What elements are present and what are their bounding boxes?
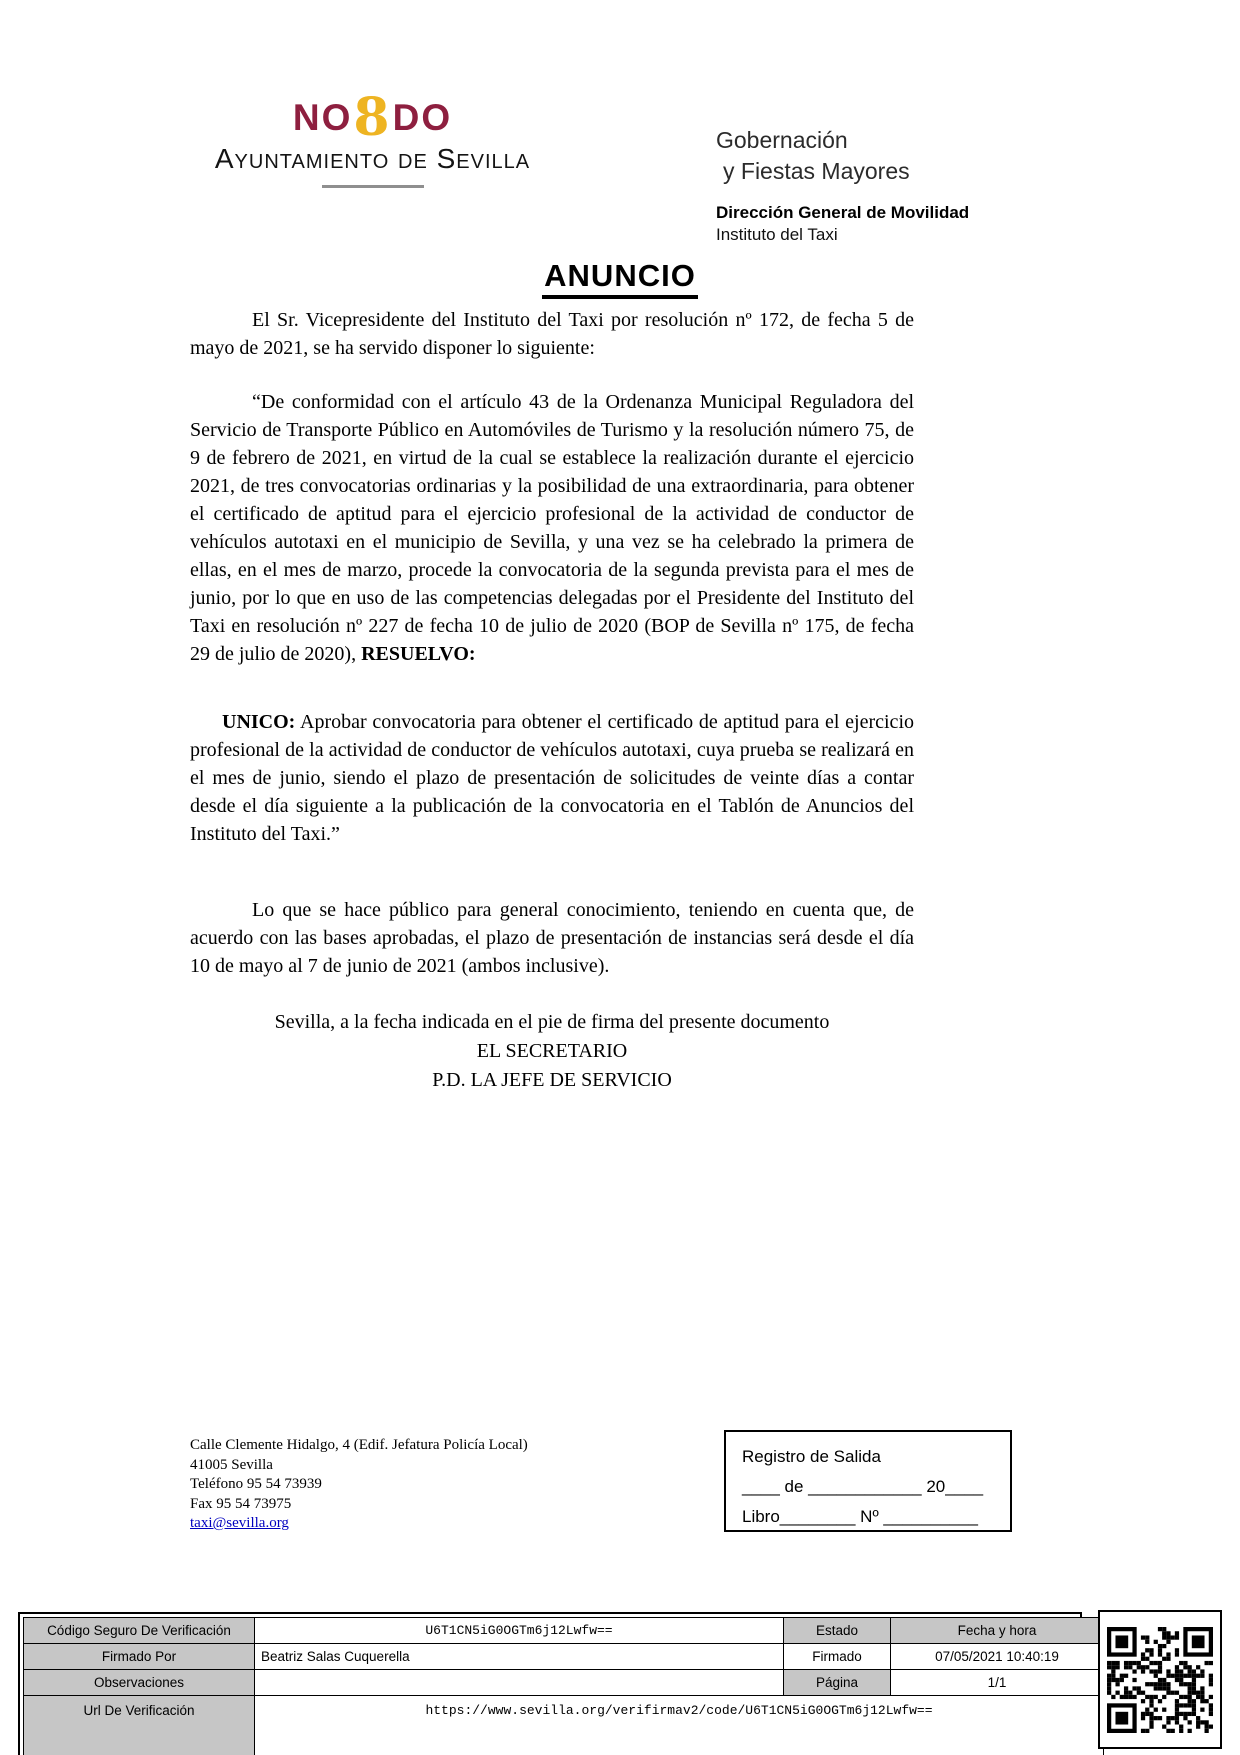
contact-address-line2: 41005 Sevilla (190, 1456, 273, 1473)
qr-code-svg (1107, 1627, 1213, 1733)
firmado-por-label: Firmado Por (24, 1644, 255, 1670)
observaciones-label: Observaciones (24, 1670, 255, 1696)
paragraph-public-notice: Lo que se hace público para general conocimiento, teniendo en cuenta que, de acuerdo con las bases aprobadas, el plazo de presentación de instancias será desde el día 10 de mayo al 7 de junio de 2021 (ambos inclusive). (190, 899, 914, 977)
contact-address-line1: Calle Clemente Hidalgo, 4 (Edif. Jefatura Policía Local) (190, 1437, 528, 1453)
paragraph-intro: El Sr. Vicepresidente del Instituto del Taxi por resolución nº 172, de fecha 5 de mayo de 2021, se ha servido disponer lo siguiente: (190, 309, 914, 359)
institute-name: Instituto del Taxi (716, 225, 838, 244)
contact-email-link[interactable]: taxi@sevilla.org (190, 1515, 289, 1531)
city-logo (205, 87, 540, 188)
paragraph-resolution (190, 388, 914, 668)
department-block (716, 125, 969, 246)
organization-name: Ayuntamiento de Sevilla (214, 143, 531, 174)
registro-title: Registro de Salida (742, 1447, 881, 1466)
contact-phone: Teléfono 95 54 73939 (190, 1476, 322, 1492)
paragraph-unico (190, 708, 914, 848)
page-title: ANUNCIO (542, 258, 698, 299)
estado-label: Estado (784, 1618, 891, 1644)
url-verificacion-value: https://www.sevilla.org/verifirmav2/code/U6T1CN5iG0OGTm6j12Lwfw== (255, 1696, 1104, 1755)
pagina-value: 1/1 (891, 1670, 1104, 1696)
observaciones-value (255, 1670, 784, 1696)
closing-block (190, 1008, 914, 1095)
fecha-hora-label: Fecha y hora (891, 1618, 1104, 1644)
logo-divider (322, 185, 424, 188)
pagina-label: Página (784, 1670, 891, 1696)
closing-jefe-servicio: P.D. LA JEFE DE SERVICIO (432, 1069, 672, 1091)
fecha-hora-value: 07/05/2021 10:40:19 (891, 1644, 1104, 1670)
registro-salida-box (724, 1430, 1012, 1532)
department-line2: y Fiestas Mayores (723, 158, 910, 184)
resuelvo-label: RESUELVO: (361, 643, 476, 665)
contact-fax: Fax 95 54 73975 (190, 1495, 292, 1512)
estado-value: Firmado (784, 1644, 891, 1670)
verification-footer (18, 1612, 1082, 1755)
document-title-row (0, 258, 1240, 294)
csv-label: Código Seguro De Verificación (24, 1618, 255, 1644)
department-line1: Gobernación (716, 127, 848, 153)
direction-general: Dirección General de Movilidad (716, 203, 970, 222)
document-body (190, 306, 914, 1095)
csv-value: U6T1CN5iG0OGTm6j12Lwfw== (255, 1618, 784, 1644)
nosdo-logo (205, 87, 540, 148)
qr-code (1098, 1610, 1222, 1749)
registro-date-line: ____ de ____________ 20____ (742, 1477, 984, 1496)
resolution-text: “De conformidad con el artículo 43 de la Ordenanza Municipal Reguladora del Servicio de Transporte Público en Automóviles de Turismo y la resolución número 75, de 9 de febrero de 2021, en virtud de la cual se establece la realización durante el ejercicio 2021, de tres convocatorias ordinarias y la posibilidad de una extraordinaria, para obtener el certificado de aptitud para el ejercicio profesional de la actividad de conductor de vehículos autotaxi en el municipio de Sevilla, y una vez se ha celebrado la primera de ellas, en el mes de marzo, procede la convocatoria de la segunda prevista para el mes de junio, por lo que en uso de las competencias delegadas por el Presidente del Instituto del Taxi en resolución nº 227 de fecha 10 de julio de 2020 (BOP de Sevilla nº 175, de fecha 29 de julio de 2020), (190, 391, 914, 665)
url-verificacion-label: Url De Verificación (24, 1696, 255, 1755)
logo-do: DO (392, 97, 453, 138)
firmado-por-value: Beatriz Salas Cuquerella (255, 1644, 784, 1670)
contact-block (190, 1436, 528, 1534)
unico-text: Aprobar convocatoria para obtener el certificado de aptitud para el ejercicio profesional de la actividad de conductor de vehículos autotaxi, cuya prueba se realizará en el mes de junio, siendo el plazo de presentación de solicitudes de veinte días a contar desde el día siguiente a la publicación de la convocatoria en el Tablón de Anuncios del Instituto del Taxi.” (190, 711, 914, 845)
registro-libro-line: Libro________ Nº __________ (742, 1507, 978, 1526)
closing-place-date: Sevilla, a la fecha indicada en el pie de firma del presente documento (274, 1011, 830, 1033)
madeja-icon: 8 (353, 87, 392, 148)
logo-no: NO (292, 97, 353, 138)
closing-secretario: EL SECRETARIO (476, 1040, 628, 1062)
unico-label: UNICO: (222, 711, 296, 733)
